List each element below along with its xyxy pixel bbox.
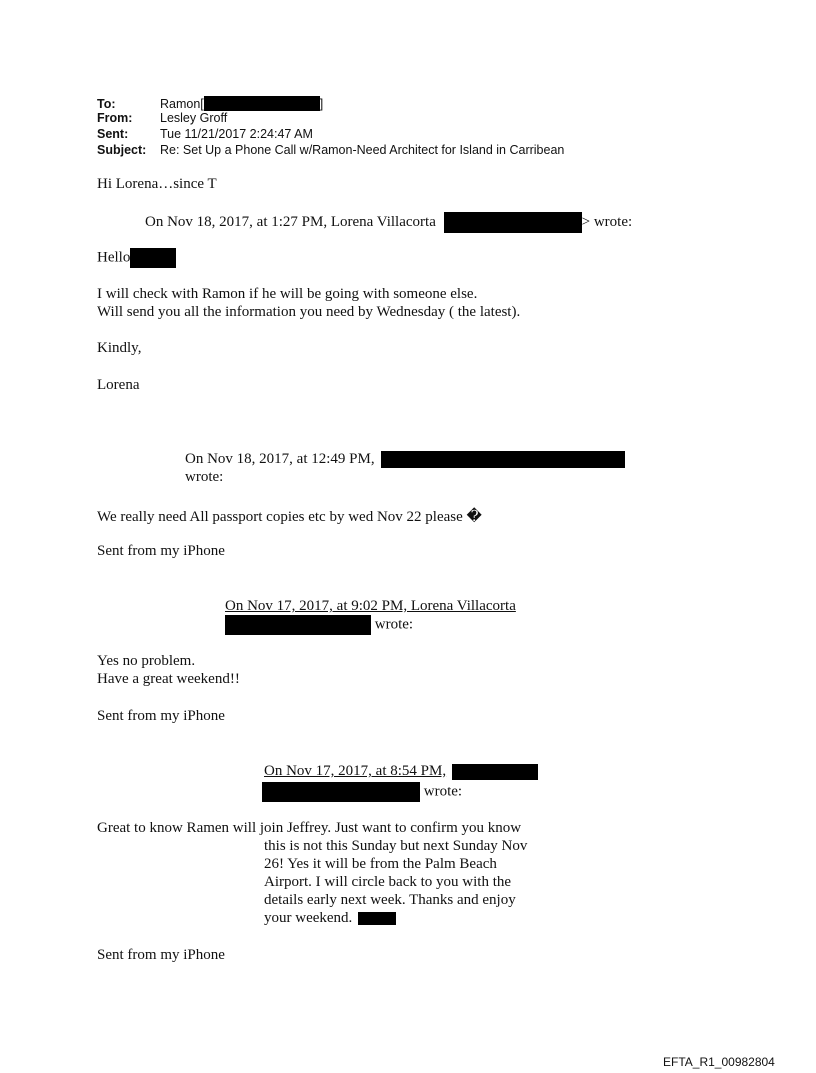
quote4-line1: Great to know Ramen will join Jeffrey. Just want to confirm you know [97,820,522,836]
quote4-header-line1: On Nov 17, 2017, at 8:54 PM, [264,763,538,780]
document-id: EFTA_R1_00982804 [663,1055,775,1069]
quote2-text: We really need All passport copies etc by wed Nov 22 please � [97,509,482,525]
to-label: To: [97,97,116,111]
subject-label: Subject: [97,143,147,157]
quote1-hello: Hello [97,248,176,268]
quote4-line5: details early next week. Thanks and enjoy [264,892,516,908]
quote4-line3: 26! Yes it will be from the Palm Beach [264,856,497,872]
quote1-kindly: Kindly, [97,340,142,356]
quote4-line2: this is not this Sunday but next Sunday Nov [264,838,528,854]
from-label: From: [97,111,133,125]
redaction-block [452,764,538,780]
quote3-header-line1: On Nov 17, 2017, at 9:02 PM, Lorena Villacorta [225,598,516,614]
subject-value: Re: Set Up a Phone Call w/Ramon-Need Architect for Island in Carribean [160,143,565,157]
quote1-signature: Lorena [97,377,140,393]
quote4-header-line2: wrote: [262,782,462,802]
redaction-block [130,248,176,268]
sent-label: Sent: [97,127,129,141]
quote1-header: On Nov 18, 2017, at 1:27 PM, Lorena Villacorta > wrote: [145,212,632,233]
quote3-header-line2: wrote: [225,615,413,635]
quote3-sent-from: Sent from my iPhone [97,708,225,724]
quote4-sent-from: Sent from my iPhone [97,947,225,963]
quote2-sent-from: Sent from my iPhone [97,543,225,559]
redaction-block [444,212,582,233]
quote3-line1: Yes no problem. [97,653,196,669]
redaction-block [381,451,625,468]
quote2-header: On Nov 18, 2017, at 12:49 PM, [185,451,625,468]
redaction-block [204,96,320,111]
quote2-header-wrote: wrote: [185,469,224,485]
sent-value: Tue 11/21/2017 2:24:47 AM [160,127,313,141]
from-value: Lesley Groff [160,111,228,125]
quote4-line4: Airport. I will circle back to you with the [264,874,512,890]
quote4-line6: your weekend. [264,910,396,927]
to-value: Ramon[ ] [160,97,324,111]
quote1-line2: Will send you all the information you need by Wednesday ( the latest). [97,304,521,320]
redaction-block [358,912,396,925]
greeting: Hi Lorena…since T [97,176,217,192]
quote1-line1: I will check with Ramon if he will be going with someone else. [97,286,478,302]
quote3-line2: Have a great weekend!! [97,671,240,687]
redaction-block [225,615,371,635]
redaction-block [262,782,420,802]
